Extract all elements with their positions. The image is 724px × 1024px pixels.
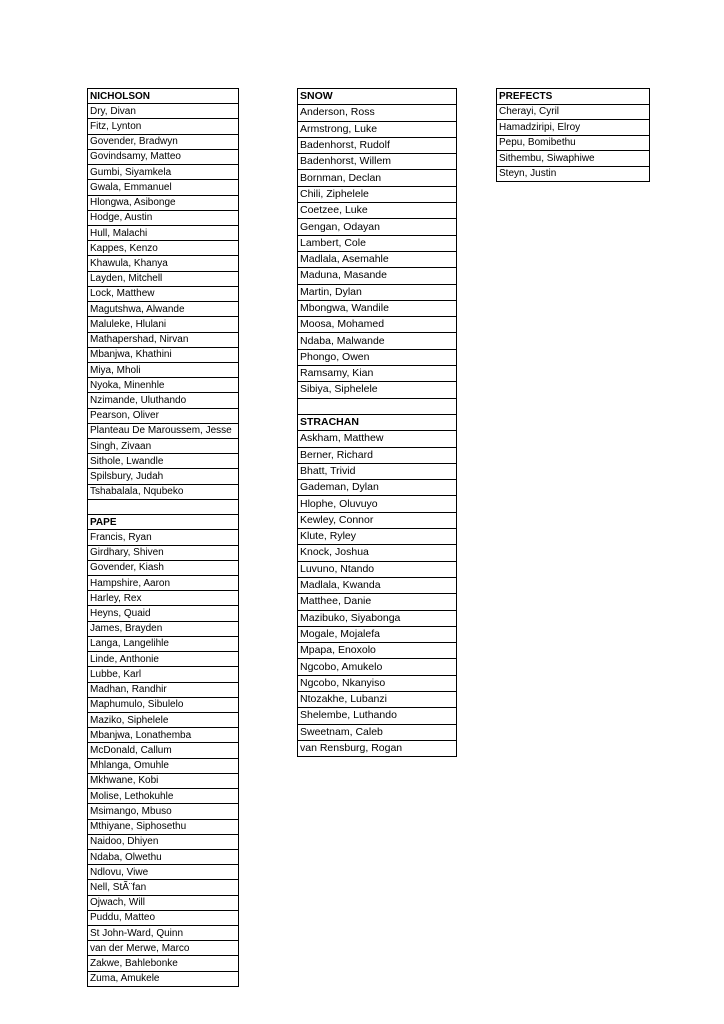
table-row [298,398,457,414]
name-cell: Mazibuko, Siyabonga [298,610,457,626]
name-cell: Fitz, Lynton [88,119,239,134]
name-cell: Berner, Richard [298,447,457,463]
name-cell: Pearson, Oliver [88,408,239,423]
nicholson-pape-table [87,88,239,987]
name-cell: Sithole, Lwandle [88,454,239,469]
name-cell: Linde, Anthonie [88,652,239,667]
name-cell: Matthee, Danie [298,594,457,610]
table-row [88,515,239,530]
name-cell: Pepu, Bomibethu [497,135,650,151]
table-row [298,626,457,642]
name-cell: Miya, Mholi [88,362,239,377]
table-row [88,743,239,758]
table-row [298,447,457,463]
name-cell: James, Brayden [88,621,239,636]
table-row [298,691,457,707]
table-row [298,740,457,756]
name-cell: Badenhorst, Rudolf [298,137,457,153]
name-cell: Phongo, Owen [298,349,457,365]
name-cell: Luvuno, Ntando [298,561,457,577]
name-cell: Kappes, Kenzo [88,241,239,256]
table-row [88,393,239,408]
table-row [298,577,457,593]
name-cell: Langa, Langelihle [88,636,239,651]
table-row [298,203,457,219]
table-row [298,317,457,333]
table-row [88,195,239,210]
name-cell: Anderson, Ross [298,105,457,121]
table-row [298,170,457,186]
name-cell: van Rensburg, Rogan [298,740,457,756]
table-row [88,545,239,560]
table-row [298,594,457,610]
name-cell: Hampshire, Aaron [88,576,239,591]
name-cell: Lambert, Cole [298,235,457,251]
name-cell: Molise, Lethokuhle [88,789,239,804]
name-cell: Nyoka, Minenhle [88,378,239,393]
pape-header: PAPE [88,515,239,530]
table-row [298,89,457,105]
name-cell: Zuma, Amukele [88,971,239,986]
table-row [88,423,239,438]
table-row [298,382,457,398]
table-row [88,119,239,134]
table-row [88,530,239,545]
table-row [298,268,457,284]
name-cell: Hodge, Austin [88,210,239,225]
name-cell: McDonald, Callum [88,743,239,758]
table-row [88,576,239,591]
name-cell: Ngcobo, Nkanyiso [298,675,457,691]
name-cell: Knock, Joshua [298,545,457,561]
name-cell: Ndaba, Olwethu [88,849,239,864]
snow-header: SNOW [298,89,457,105]
name-cell: Lock, Matthew [88,286,239,301]
table-row [298,284,457,300]
table-row [298,463,457,479]
name-cell: Klute, Ryley [298,529,457,545]
name-cell: Madhan, Randhir [88,682,239,697]
name-cell: Harley, Rex [88,591,239,606]
table-row [298,251,457,267]
name-cell: Shelembe, Luthando [298,708,457,724]
name-cell: Lubbe, Karl [88,667,239,682]
table-row [298,610,457,626]
table-row [88,773,239,788]
table-row [497,151,650,167]
table-row [497,135,650,151]
table-row [88,225,239,240]
name-cell: Maziko, Siphelele [88,712,239,727]
name-cell: Askham, Matthew [298,431,457,447]
name-cell: Gumbi, Siyamkela [88,165,239,180]
table-row [88,286,239,301]
table-row [88,819,239,834]
table-row [88,956,239,971]
name-cell: Mogale, Mojalefa [298,626,457,642]
table-row [88,880,239,895]
table-row [497,120,650,136]
name-cell: Naidoo, Dhiyen [88,834,239,849]
table-row [88,560,239,575]
table-row [298,414,457,430]
table-row [298,496,457,512]
name-cell: Girdhary, Shiven [88,545,239,560]
table-row [298,235,457,251]
name-cell: Sithembu, Siwaphiwe [497,151,650,167]
name-cell: Madlala, Asemahle [298,251,457,267]
name-cell: Layden, Mitchell [88,271,239,286]
name-cell: St John-Ward, Quinn [88,926,239,941]
table-row [298,708,457,724]
name-cell: Moosa, Mohamed [298,317,457,333]
name-cell: Armstrong, Luke [298,121,457,137]
name-cell: Khawula, Khanya [88,256,239,271]
table-row [88,697,239,712]
name-cell: Heyns, Quaid [88,606,239,621]
name-cell: Gengan, Odayan [298,219,457,235]
table-row [88,941,239,956]
name-cell: Ramsamy, Kian [298,366,457,382]
table-row [298,186,457,202]
name-cell: Francis, Ryan [88,530,239,545]
table-row [88,378,239,393]
name-cell: Planteau De Maroussem, Jesse [88,423,239,438]
name-cell: Govindsamy, Matteo [88,149,239,164]
table-row [88,652,239,667]
table-row [88,454,239,469]
table-row [88,332,239,347]
prefects-header: PREFECTS [497,89,650,105]
name-cell: Zakwe, Bahlebonke [88,956,239,971]
name-cell: Ndlovu, Viwe [88,865,239,880]
table-row [88,180,239,195]
table-row [88,134,239,149]
blank-row [298,398,457,414]
table-row [298,724,457,740]
name-cell: Nzimande, Uluthando [88,393,239,408]
table-row [88,926,239,941]
blank-row [88,499,239,514]
name-cell: Mathapershad, Nirvan [88,332,239,347]
name-cell: Mbanjwa, Lonathemba [88,728,239,743]
table-row [88,104,239,119]
name-cell: Gademan, Dylan [298,480,457,496]
table-row [88,165,239,180]
table-row [88,591,239,606]
name-cell: Martin, Dylan [298,284,457,300]
name-cell: Hlongwa, Asibonge [88,195,239,210]
table-row [88,606,239,621]
table-row [88,636,239,651]
name-cell: Mthiyane, Siphosethu [88,819,239,834]
name-cell: Madlala, Kwanda [298,577,457,593]
name-cell: Badenhorst, Willem [298,154,457,170]
name-cell: Mkhwane, Kobi [88,773,239,788]
table-row [497,104,650,120]
name-cell: Govender, Kiash [88,560,239,575]
table-row [298,154,457,170]
table-row [88,302,239,317]
table-row [88,362,239,377]
name-cell: Mpapa, Enoxolo [298,643,457,659]
table-row [88,758,239,773]
name-cell: Gwala, Emmanuel [88,180,239,195]
table-row [298,349,457,365]
table-row [88,89,239,104]
name-cell: Maphumulo, Sibulelo [88,697,239,712]
table-row [88,834,239,849]
table-row [298,643,457,659]
table-row [88,971,239,986]
table-row [88,789,239,804]
name-cell: Govender, Bradwyn [88,134,239,149]
table-row [88,149,239,164]
table-row [298,545,457,561]
name-cell: van der Merwe, Marco [88,941,239,956]
table-row [88,712,239,727]
nicholson-header: NICHOLSON [88,89,239,104]
name-cell: Kewley, Connor [298,512,457,528]
table-row [298,333,457,349]
name-cell: Bhatt, Trivid [298,463,457,479]
table-row [497,89,650,105]
name-cell: Mbongwa, Wandile [298,300,457,316]
name-cell: Tshabalala, Nqubeko [88,484,239,499]
name-cell: Dry, Divan [88,104,239,119]
table-row [88,804,239,819]
name-cell: Spilsbury, Judah [88,469,239,484]
name-cell: Steyn, Justin [497,166,650,182]
table-row [298,659,457,675]
name-cell: Bornman, Declan [298,170,457,186]
name-cell: Magutshwa, Alwande [88,302,239,317]
name-cell: Chili, Ziphelele [298,186,457,202]
table-row [88,682,239,697]
table-row [298,137,457,153]
name-cell: Sweetnam, Caleb [298,724,457,740]
name-cell: Ojwach, Will [88,895,239,910]
table-row [88,849,239,864]
table-row [298,105,457,121]
name-cell: Maluleke, Hlulani [88,317,239,332]
table-row [298,431,457,447]
table-row [88,210,239,225]
table-row [88,469,239,484]
table-row [88,728,239,743]
name-cell: Mbanjwa, Khathini [88,347,239,362]
table-row [88,484,239,499]
table-row [88,408,239,423]
name-cell: Hamadziripi, Elroy [497,120,650,136]
table-row [88,621,239,636]
table-row [88,667,239,682]
table-row [88,910,239,925]
name-cell: Singh, Zivaan [88,439,239,454]
table-row [298,529,457,545]
table-row [88,256,239,271]
name-cell: Ndaba, Malwande [298,333,457,349]
name-cell: Ntozakhe, Lubanzi [298,691,457,707]
table-row [298,480,457,496]
name-cell: Msimango, Mbuso [88,804,239,819]
table-row [88,865,239,880]
table-row [298,300,457,316]
name-cell: Mhlanga, Omuhle [88,758,239,773]
table-row [88,439,239,454]
name-cell: Hlophe, Oluvuyo [298,496,457,512]
table-row [298,512,457,528]
table-row [88,241,239,256]
name-cell: Nell, StÃ¨fan [88,880,239,895]
table-row [298,219,457,235]
table-row [88,317,239,332]
name-cell: Cherayi, Cyril [497,104,650,120]
table-row [88,271,239,286]
snow-strachan-table [297,88,457,757]
name-cell: Hull, Malachi [88,225,239,240]
name-cell: Coetzee, Luke [298,203,457,219]
table-row [298,561,457,577]
name-cell: Ngcobo, Amukelo [298,659,457,675]
table-row [497,166,650,182]
name-cell: Maduna, Masande [298,268,457,284]
name-cell: Puddu, Matteo [88,910,239,925]
table-row [88,499,239,514]
strachan-header: STRACHAN [298,414,457,430]
table-row [298,121,457,137]
name-cell: Sibiya, Siphelele [298,382,457,398]
prefects-table [496,88,650,182]
table-row [298,366,457,382]
table-row [88,895,239,910]
table-row [298,675,457,691]
table-row [88,347,239,362]
